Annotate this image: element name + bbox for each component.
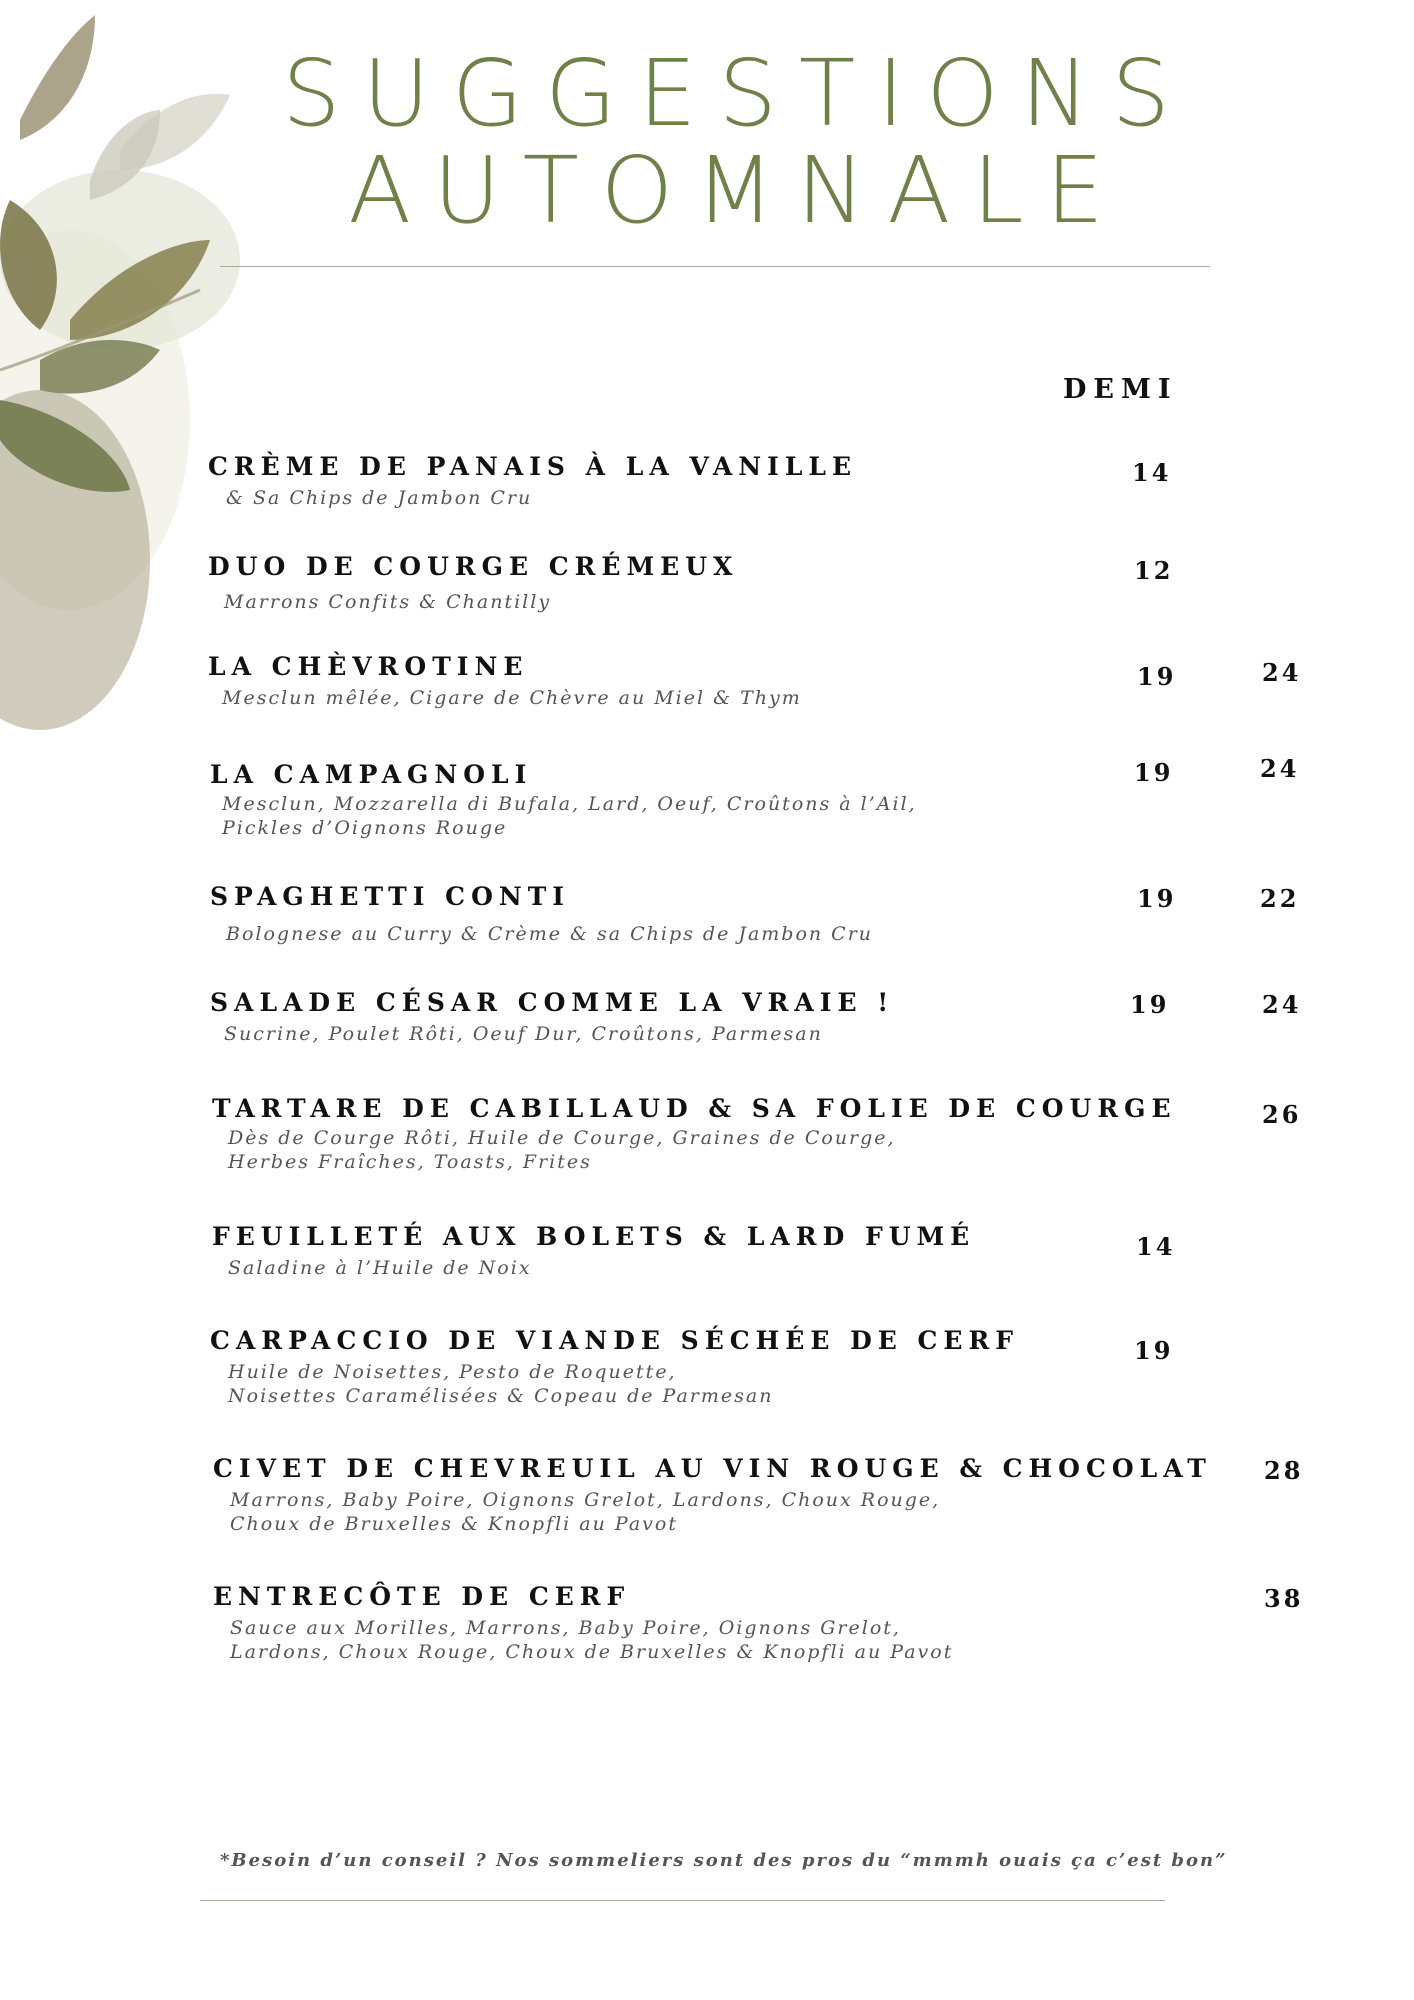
dish-description: Marrons, Baby Poire, Oignons Grelot, Lardons, Choux Rouge, Choux de Bruxelles & Knopfli au Pavot [230, 1489, 941, 1535]
dish-name: FEUILLETÉ AUX BOLETS & LARD FUMÉ [212, 1222, 976, 1251]
dish-name: CIVET DE CHEVREUIL AU VIN ROUGE & CHOCOLAT [213, 1454, 1212, 1483]
price-full: 28 [1264, 1456, 1304, 1485]
menu-title-line1: SUGGESTIONS [282, 40, 1192, 147]
dish-description: Sauce aux Morilles, Marrons, Baby Poire, Oignons Grelot, Lardons, Choux Rouge, Choux de Bruxelles & Knopfli au Pavot [230, 1617, 954, 1663]
footer-divider [200, 1900, 1165, 1901]
price-demi: 19 [1137, 884, 1177, 913]
dish-description: Mesclun, Mozzarella di Bufala, Lard, Oeuf, Croûtons à l’Ail, Pickles d’Oignons Rouge [222, 793, 917, 839]
dish-description: Dès de Courge Rôti, Huile de Courge, Graines de Courge, Herbes Fraîches, Toasts, Frites [228, 1127, 896, 1173]
dish-name: DUO DE COURGE CRÉMEUX [208, 552, 739, 581]
price-demi: 19 [1134, 1336, 1174, 1365]
price-demi: 12 [1134, 556, 1174, 585]
price-demi: 14 [1132, 458, 1172, 487]
dish-description: & Sa Chips de Jambon Cru [226, 487, 533, 509]
dish-description: Sucrine, Poulet Rôti, Oeuf Dur, Croûtons, Parmesan [224, 1023, 823, 1045]
price-full: 24 [1262, 658, 1302, 687]
dish-description: Marrons Confits & Chantilly [224, 591, 552, 613]
price-full: 24 [1260, 754, 1300, 783]
price-demi: 14 [1136, 1232, 1176, 1261]
price-demi: 19 [1137, 662, 1177, 691]
demi-column-header: DEMI [1063, 374, 1178, 405]
footnote: *Besoin d’un conseil ? Nos sommeliers sont des pros du “mmmh ouais ça c’est bon” [220, 1850, 1228, 1871]
price-full: 26 [1262, 1100, 1302, 1129]
dish-description: Huile de Noisettes, Pesto de Roquette, Noisettes Caramélisées & Copeau de Parmesan [228, 1361, 774, 1407]
title-divider [220, 266, 1210, 267]
dish-name: CRÈME DE PANAIS À LA VANILLE [208, 452, 858, 481]
price-full: 24 [1262, 990, 1302, 1019]
menu-title-line2: AUTOMNALE [348, 137, 1126, 244]
dish-name: CARPACCIO DE VIANDE SÉCHÉE DE CERF [210, 1326, 1019, 1355]
dish-name: TARTARE DE CABILLAUD & SA FOLIE DE COURGE [212, 1094, 1177, 1123]
dish-name: LA CAMPAGNOLI [210, 760, 533, 789]
dish-name: ENTRECÔTE DE CERF [213, 1582, 631, 1611]
dish-description: Mesclun mêlée, Cigare de Chèvre au Miel & Thym [222, 687, 802, 709]
price-full: 38 [1264, 1584, 1304, 1613]
price-full: 22 [1260, 884, 1300, 913]
price-demi: 19 [1130, 990, 1170, 1019]
dish-description: Bolognese au Curry & Crème & sa Chips de Jambon Cru [226, 923, 874, 945]
dish-name: LA CHÈVROTINE [208, 652, 529, 681]
dish-description: Saladine à l’Huile de Noix [228, 1257, 532, 1279]
price-demi: 19 [1134, 758, 1174, 787]
dish-name: SALADE CÉSAR COMME LA VRAIE ! [210, 988, 895, 1017]
dish-name: SPAGHETTI CONTI [210, 882, 570, 911]
